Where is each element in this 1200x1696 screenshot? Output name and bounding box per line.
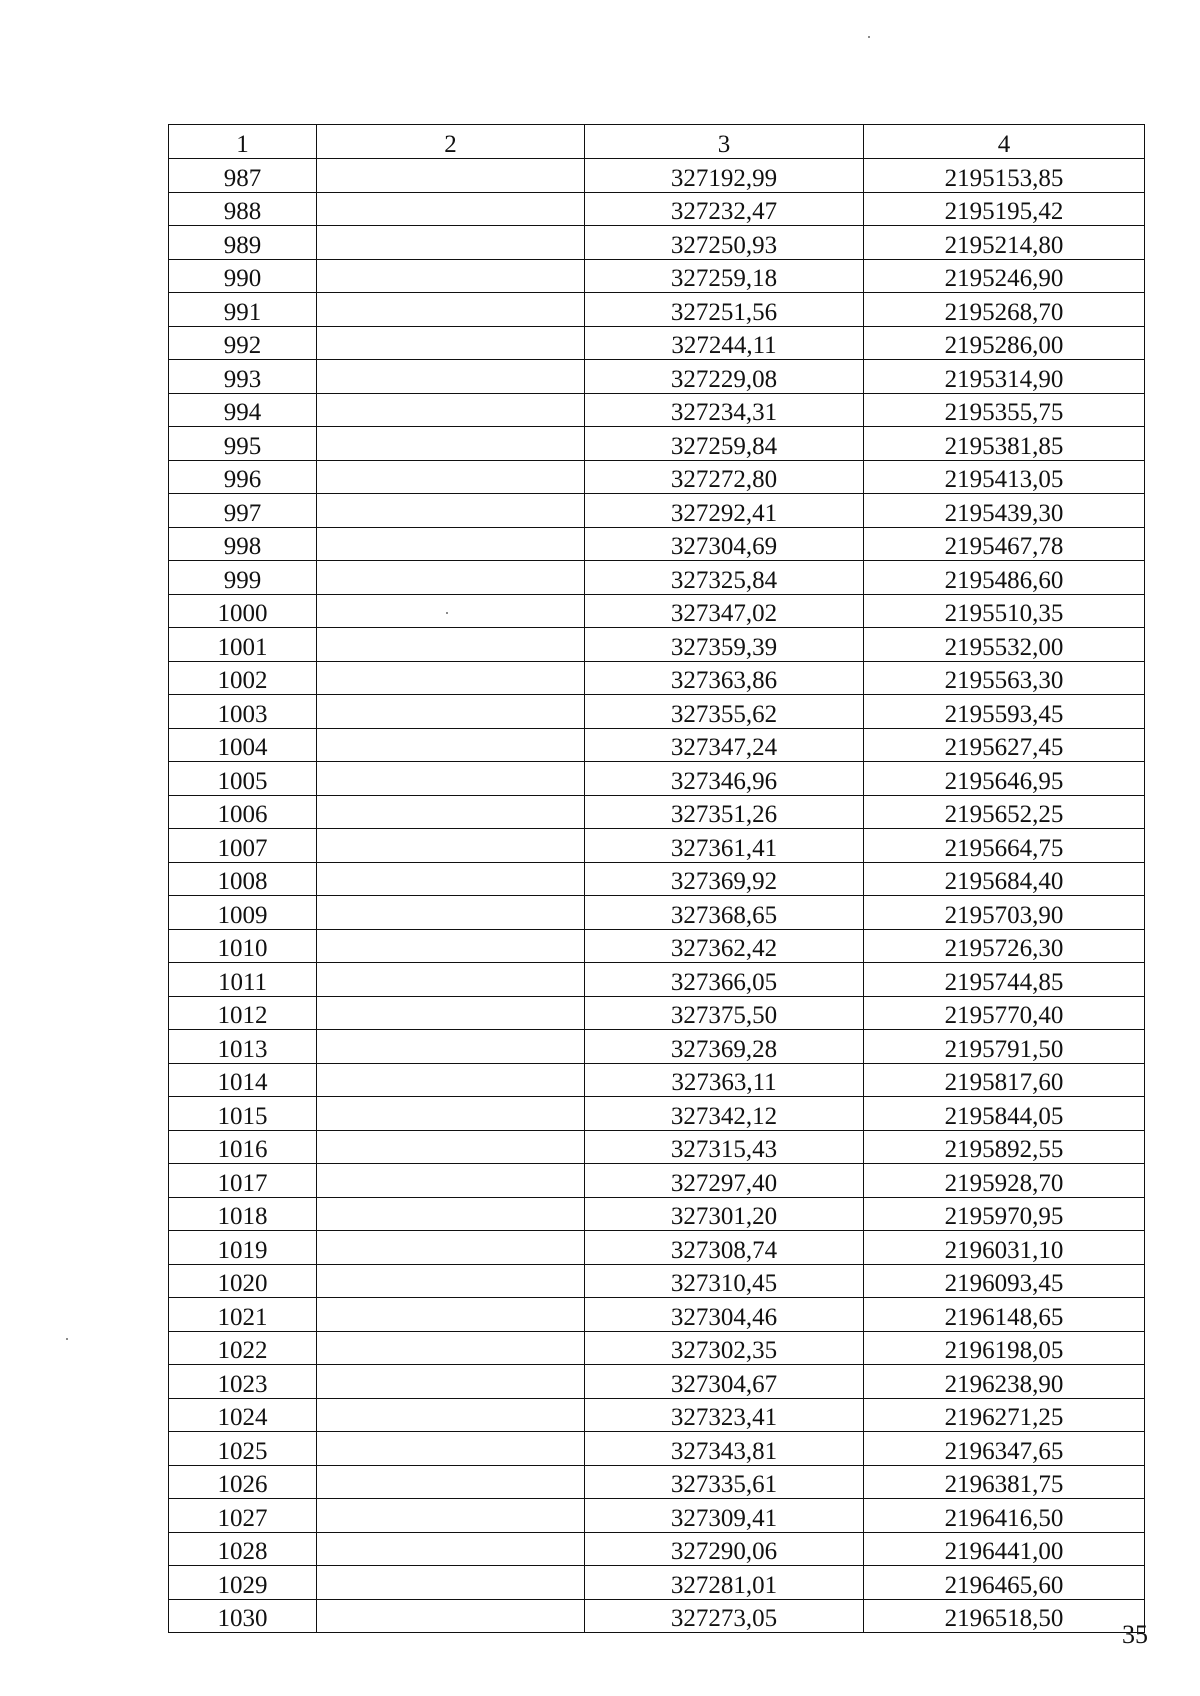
table-row xyxy=(169,494,1145,528)
table-cell-col-2 xyxy=(317,360,585,394)
scan-speck xyxy=(868,36,870,38)
table-cell-col-1: 1000 xyxy=(169,594,317,628)
table-cell-col-2 xyxy=(317,159,585,193)
table-row xyxy=(169,795,1145,829)
table-cell-col-2 xyxy=(317,1432,585,1466)
table-row xyxy=(169,427,1145,461)
table-cell-col-3: 327363,11 xyxy=(585,1063,864,1097)
table-cell-col-3: 327363,86 xyxy=(585,661,864,695)
table-cell-col-3: 327368,65 xyxy=(585,896,864,930)
table-cell-col-1: 992 xyxy=(169,326,317,360)
table-cell-col-1: 1020 xyxy=(169,1264,317,1298)
table-cell-col-2 xyxy=(317,929,585,963)
table-row xyxy=(169,762,1145,796)
table-cell-col-1: 989 xyxy=(169,226,317,260)
table-row xyxy=(169,1197,1145,1231)
table-cell-col-3: 327297,40 xyxy=(585,1164,864,1198)
table-cell-col-2 xyxy=(317,1331,585,1365)
table-cell-col-3: 327301,20 xyxy=(585,1197,864,1231)
table-cell-col-4: 2195664,75 xyxy=(864,829,1145,863)
table-cell-col-1: 995 xyxy=(169,427,317,461)
table-cell-col-3: 327229,08 xyxy=(585,360,864,394)
table-row xyxy=(169,1465,1145,1499)
table-cell-col-4: 2195652,25 xyxy=(864,795,1145,829)
table-cell-col-4: 2195246,90 xyxy=(864,259,1145,293)
table-cell-col-1: 1021 xyxy=(169,1298,317,1332)
table-cell-col-3: 327250,93 xyxy=(585,226,864,260)
table-cell-col-3: 327259,18 xyxy=(585,259,864,293)
table-row xyxy=(169,963,1145,997)
table-cell-col-3: 327259,84 xyxy=(585,427,864,461)
table-cell-col-3: 327273,05 xyxy=(585,1599,864,1633)
table-cell-col-4: 2195439,30 xyxy=(864,494,1145,528)
table-cell-col-3: 327304,67 xyxy=(585,1365,864,1399)
table-cell-col-4: 2195268,70 xyxy=(864,293,1145,327)
table-cell-col-1: 996 xyxy=(169,460,317,494)
table-cell-col-3: 327355,62 xyxy=(585,695,864,729)
table-cell-col-4: 2195744,85 xyxy=(864,963,1145,997)
table-cell-col-1: 1016 xyxy=(169,1130,317,1164)
table-row xyxy=(169,226,1145,260)
table-cell-col-1: 1025 xyxy=(169,1432,317,1466)
table-cell-col-4: 2195892,55 xyxy=(864,1130,1145,1164)
table-cell-col-1: 1017 xyxy=(169,1164,317,1198)
table-cell-col-1: 1024 xyxy=(169,1398,317,1432)
table-row xyxy=(169,896,1145,930)
table-cell-col-3: 327325,84 xyxy=(585,561,864,595)
table-cell-col-1: 1027 xyxy=(169,1499,317,1533)
header-col-1: 1 xyxy=(169,125,317,159)
table-row xyxy=(169,728,1145,762)
table-cell-col-4: 2195486,60 xyxy=(864,561,1145,595)
table-row xyxy=(169,561,1145,595)
table-cell-col-3: 327290,06 xyxy=(585,1532,864,1566)
table-cell-col-3: 327309,41 xyxy=(585,1499,864,1533)
table-row xyxy=(169,1499,1145,1533)
coordinates-table xyxy=(168,124,1145,1633)
table-cell-col-2 xyxy=(317,1063,585,1097)
table-cell-col-4: 2196381,75 xyxy=(864,1465,1145,1499)
table-cell-col-3: 327272,80 xyxy=(585,460,864,494)
table-cell-col-1: 1014 xyxy=(169,1063,317,1097)
table-row xyxy=(169,460,1145,494)
table-row xyxy=(169,1130,1145,1164)
table-cell-col-1: 997 xyxy=(169,494,317,528)
table-cell-col-2 xyxy=(317,1231,585,1265)
table-cell-col-3: 327302,35 xyxy=(585,1331,864,1365)
table-cell-col-2 xyxy=(317,628,585,662)
table-cell-col-4: 2196416,50 xyxy=(864,1499,1145,1533)
table-cell-col-2 xyxy=(317,1566,585,1600)
table-cell-col-2 xyxy=(317,1365,585,1399)
table-cell-col-4: 2196347,65 xyxy=(864,1432,1145,1466)
table-cell-col-4: 2196238,90 xyxy=(864,1365,1145,1399)
table-cell-col-2 xyxy=(317,1130,585,1164)
table-cell-col-1: 1009 xyxy=(169,896,317,930)
table-cell-col-2 xyxy=(317,996,585,1030)
table-cell-col-2 xyxy=(317,326,585,360)
table-cell-col-1: 1030 xyxy=(169,1599,317,1633)
table-row xyxy=(169,628,1145,662)
table-cell-col-4: 2195195,42 xyxy=(864,192,1145,226)
table-cell-col-2 xyxy=(317,1398,585,1432)
table-cell-col-4: 2195791,50 xyxy=(864,1030,1145,1064)
table-row xyxy=(169,594,1145,628)
table-cell-col-4: 2196465,60 xyxy=(864,1566,1145,1600)
table-cell-col-2 xyxy=(317,1197,585,1231)
table-cell-col-2 xyxy=(317,1465,585,1499)
table-cell-col-2 xyxy=(317,460,585,494)
table-cell-col-4: 2195970,95 xyxy=(864,1197,1145,1231)
table-cell-col-3: 327359,39 xyxy=(585,628,864,662)
table-cell-col-4: 2195726,30 xyxy=(864,929,1145,963)
table-row xyxy=(169,1432,1145,1466)
table-cell-col-4: 2196031,10 xyxy=(864,1231,1145,1265)
table-cell-col-3: 327346,96 xyxy=(585,762,864,796)
table-cell-col-3: 327323,41 xyxy=(585,1398,864,1432)
table-row xyxy=(169,259,1145,293)
table-cell-col-2 xyxy=(317,494,585,528)
table-cell-col-2 xyxy=(317,393,585,427)
table-cell-col-1: 987 xyxy=(169,159,317,193)
table-cell-col-2 xyxy=(317,192,585,226)
table-cell-col-3: 327192,99 xyxy=(585,159,864,193)
table-cell-col-4: 2195627,45 xyxy=(864,728,1145,762)
table-cell-col-1: 988 xyxy=(169,192,317,226)
table-cell-col-3: 327315,43 xyxy=(585,1130,864,1164)
table-cell-col-2 xyxy=(317,1298,585,1332)
table-cell-col-2 xyxy=(317,1499,585,1533)
table-row xyxy=(169,360,1145,394)
table-cell-col-1: 1010 xyxy=(169,929,317,963)
table-cell-col-1: 1019 xyxy=(169,1231,317,1265)
table-cell-col-1: 991 xyxy=(169,293,317,327)
table-cell-col-2 xyxy=(317,527,585,561)
table-cell-col-2 xyxy=(317,862,585,896)
table-row xyxy=(169,393,1145,427)
table-cell-col-2 xyxy=(317,259,585,293)
table-cell-col-1: 1029 xyxy=(169,1566,317,1600)
table-cell-col-3: 327375,50 xyxy=(585,996,864,1030)
table-cell-col-1: 1006 xyxy=(169,795,317,829)
table-cell-col-4: 2195817,60 xyxy=(864,1063,1145,1097)
table-cell-col-1: 1005 xyxy=(169,762,317,796)
table-cell-col-3: 327347,02 xyxy=(585,594,864,628)
table-cell-col-3: 327369,28 xyxy=(585,1030,864,1064)
table-cell-col-1: 1002 xyxy=(169,661,317,695)
header-col-2: 2 xyxy=(317,125,585,159)
table-cell-col-1: 990 xyxy=(169,259,317,293)
table-cell-col-1: 1011 xyxy=(169,963,317,997)
table-cell-col-4: 2196093,45 xyxy=(864,1264,1145,1298)
table-cell-col-2 xyxy=(317,1030,585,1064)
table-cell-col-1: 1023 xyxy=(169,1365,317,1399)
table-row xyxy=(169,1532,1145,1566)
table-row xyxy=(169,1264,1145,1298)
table-cell-col-2 xyxy=(317,293,585,327)
table-cell-col-4: 2195381,85 xyxy=(864,427,1145,461)
table-row xyxy=(169,159,1145,193)
table-cell-col-1: 1003 xyxy=(169,695,317,729)
table-cell-col-1: 1015 xyxy=(169,1097,317,1131)
table-cell-col-4: 2196518,50 xyxy=(864,1599,1145,1633)
table-cell-col-3: 327244,11 xyxy=(585,326,864,360)
table-cell-col-1: 1022 xyxy=(169,1331,317,1365)
table-cell-col-4: 2195684,40 xyxy=(864,862,1145,896)
table-cell-col-4: 2195355,75 xyxy=(864,393,1145,427)
table-cell-col-1: 994 xyxy=(169,393,317,427)
page-number: 35 xyxy=(1122,1620,1148,1649)
table-cell-col-2 xyxy=(317,963,585,997)
table-cell-col-2 xyxy=(317,427,585,461)
table-cell-col-1: 1013 xyxy=(169,1030,317,1064)
table-cell-col-3: 327366,05 xyxy=(585,963,864,997)
header-col-3: 3 xyxy=(585,125,864,159)
table-cell-col-3: 327251,56 xyxy=(585,293,864,327)
table-cell-col-4: 2195563,30 xyxy=(864,661,1145,695)
table-cell-col-1: 1008 xyxy=(169,862,317,896)
table-cell-col-3: 327362,42 xyxy=(585,929,864,963)
table-row xyxy=(169,326,1145,360)
table-cell-col-3: 327347,24 xyxy=(585,728,864,762)
header-row xyxy=(169,125,1145,159)
table-header xyxy=(169,125,1145,159)
table-cell-col-4: 2195844,05 xyxy=(864,1097,1145,1131)
table-row xyxy=(169,1097,1145,1131)
table-cell-col-2 xyxy=(317,1264,585,1298)
table-cell-col-3: 327304,46 xyxy=(585,1298,864,1332)
table-cell-col-4: 2195532,00 xyxy=(864,628,1145,662)
table-cell-col-3: 327343,81 xyxy=(585,1432,864,1466)
table-cell-col-2 xyxy=(317,829,585,863)
table-row xyxy=(169,1599,1145,1633)
table-row xyxy=(169,929,1145,963)
table-cell-col-4: 2195153,85 xyxy=(864,159,1145,193)
table-cell-col-4: 2196441,00 xyxy=(864,1532,1145,1566)
table-cell-col-4: 2195510,35 xyxy=(864,594,1145,628)
header-col-4: 4 xyxy=(864,125,1145,159)
table-cell-col-1: 1001 xyxy=(169,628,317,662)
table-cell-col-2 xyxy=(317,594,585,628)
table-row xyxy=(169,1030,1145,1064)
table-cell-col-2 xyxy=(317,1532,585,1566)
table-cell-col-1: 1028 xyxy=(169,1532,317,1566)
table-cell-col-4: 2196198,05 xyxy=(864,1331,1145,1365)
table-row xyxy=(169,1398,1145,1432)
table-cell-col-1: 999 xyxy=(169,561,317,595)
table-cell-col-3: 327234,31 xyxy=(585,393,864,427)
scan-speck xyxy=(446,612,448,614)
table-cell-col-4: 2195646,95 xyxy=(864,762,1145,796)
table-row xyxy=(169,695,1145,729)
table-row xyxy=(169,829,1145,863)
table-cell-col-1: 1012 xyxy=(169,996,317,1030)
table-cell-col-3: 327281,01 xyxy=(585,1566,864,1600)
table-row xyxy=(169,661,1145,695)
table-cell-col-3: 327361,41 xyxy=(585,829,864,863)
table-cell-col-3: 327342,12 xyxy=(585,1097,864,1131)
table-cell-col-2 xyxy=(317,762,585,796)
table-cell-col-1: 998 xyxy=(169,527,317,561)
table-row xyxy=(169,1063,1145,1097)
table-row xyxy=(169,1566,1145,1600)
table-cell-col-1: 1004 xyxy=(169,728,317,762)
table-cell-col-2 xyxy=(317,1599,585,1633)
table-cell-col-4: 2195467,78 xyxy=(864,527,1145,561)
table-cell-col-2 xyxy=(317,1097,585,1131)
table-cell-col-2 xyxy=(317,661,585,695)
table-cell-col-3: 327335,61 xyxy=(585,1465,864,1499)
table-cell-col-3: 327304,69 xyxy=(585,527,864,561)
table-cell-col-4: 2196271,25 xyxy=(864,1398,1145,1432)
table-cell-col-4: 2195928,70 xyxy=(864,1164,1145,1198)
table-cell-col-4: 2195413,05 xyxy=(864,460,1145,494)
table-cell-col-3: 327351,26 xyxy=(585,795,864,829)
table-cell-col-2 xyxy=(317,795,585,829)
table-row xyxy=(169,192,1145,226)
table-cell-col-1: 993 xyxy=(169,360,317,394)
table-row xyxy=(169,862,1145,896)
table-cell-col-4: 2195286,00 xyxy=(864,326,1145,360)
table-cell-col-3: 327310,45 xyxy=(585,1264,864,1298)
table-cell-col-1: 1007 xyxy=(169,829,317,863)
table-cell-col-2 xyxy=(317,561,585,595)
table-cell-col-4: 2196148,65 xyxy=(864,1298,1145,1332)
table-cell-col-1: 1018 xyxy=(169,1197,317,1231)
table-row xyxy=(169,1298,1145,1332)
scan-speck xyxy=(66,1338,68,1340)
table-cell-col-4: 2195214,80 xyxy=(864,226,1145,260)
table-cell-col-2 xyxy=(317,896,585,930)
table-cell-col-2 xyxy=(317,1164,585,1198)
table-row xyxy=(169,996,1145,1030)
table-cell-col-1: 1026 xyxy=(169,1465,317,1499)
table-cell-col-2 xyxy=(317,226,585,260)
table-cell-col-3: 327308,74 xyxy=(585,1231,864,1265)
table-row xyxy=(169,1365,1145,1399)
table-row xyxy=(169,1231,1145,1265)
table-row xyxy=(169,527,1145,561)
table-row xyxy=(169,1164,1145,1198)
table-row xyxy=(169,1331,1145,1365)
table-cell-col-4: 2195703,90 xyxy=(864,896,1145,930)
table-cell-col-2 xyxy=(317,695,585,729)
table-cell-col-2 xyxy=(317,728,585,762)
table-cell-col-3: 327292,41 xyxy=(585,494,864,528)
table-cell-col-4: 2195314,90 xyxy=(864,360,1145,394)
table-cell-col-3: 327369,92 xyxy=(585,862,864,896)
table-body xyxy=(169,159,1145,1633)
table-cell-col-4: 2195593,45 xyxy=(864,695,1145,729)
table-cell-col-3: 327232,47 xyxy=(585,192,864,226)
table-row xyxy=(169,293,1145,327)
table-cell-col-4: 2195770,40 xyxy=(864,996,1145,1030)
